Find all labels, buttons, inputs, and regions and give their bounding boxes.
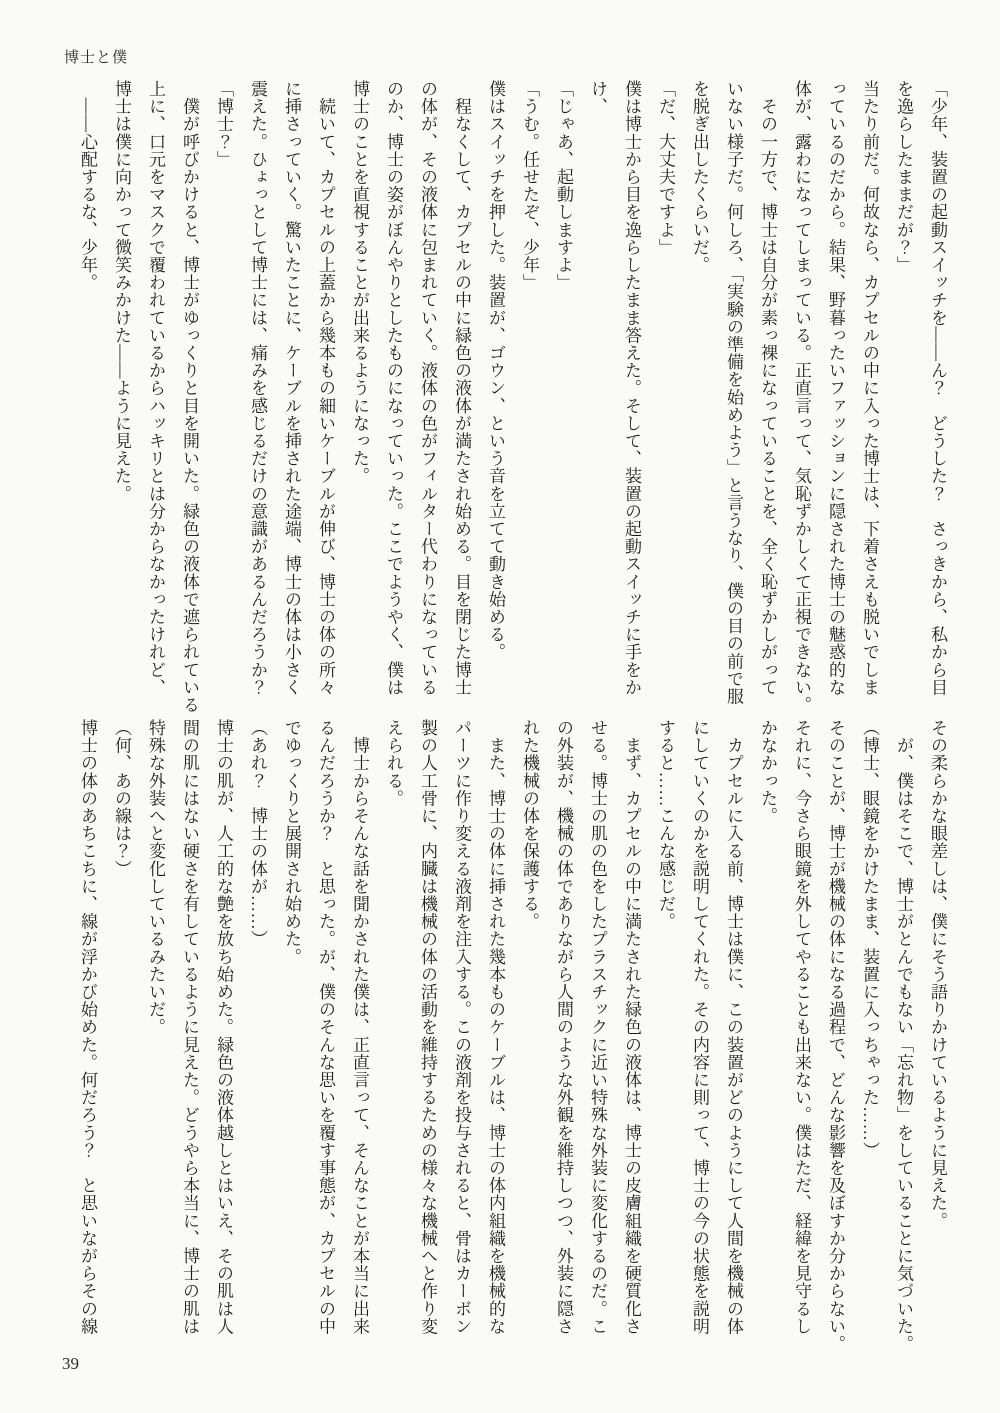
text-line: 震えた。ひょっとして博士には、痛みを感じるだけの意識があるんだろうか？ bbox=[248, 80, 267, 696]
text-line: を脱ぎ出したくらいだ。 bbox=[690, 80, 709, 274]
text-line: 博士からそんな話を聞かされた僕は、正直言って、そんなことが本当に出来 bbox=[350, 719, 369, 1335]
text-line: いない様子だ。何しろ、「実験の準備を始めよう」と言うなり、僕の目の前で服 bbox=[724, 80, 743, 706]
text-line: （あれ？ 博士の体が……） bbox=[248, 719, 267, 948]
text-line: 当たり前だ。何故なら、カプセルの中に入った博士は、下着さえも脱いでしま bbox=[860, 80, 879, 696]
text-block-top bbox=[70, 80, 954, 714]
text-line: せる。博士の肌の色をしたプラスチックに近い特殊な外装に変化するのだ。こ bbox=[588, 719, 607, 1335]
text-line: 「だ、大丈夫ですよ」 bbox=[656, 80, 675, 256]
text-line: の体が、その液体に包まれていく。液体の色がフィルター代わりになっている bbox=[418, 80, 437, 696]
text-line: 「少年、装置の起動スイッチを――ん？ どうした？ さっきから、私から目 bbox=[928, 80, 947, 696]
text-line: 「うむ。任せたぞ、少年」 bbox=[520, 80, 539, 292]
text-line: 僕は博士から目を逸らしたまま答えた。そして、装置の起動スイッチに手をか bbox=[622, 80, 641, 696]
text-line: にしていくのかを説明してくれた。その内容に則って、博士の今の状態を説明 bbox=[690, 719, 709, 1335]
text-line: 僕が呼びかけると、博士がゆっくりと目を開いた。緑色の液体で遮られている bbox=[180, 80, 199, 714]
text-line: 続いて、カプセルの上蓋から幾本もの細いケーブルが伸び、博士の体の所々 bbox=[316, 80, 335, 696]
text-line: 特殊な外装へと変化しているみたいだ。 bbox=[146, 719, 165, 1036]
text-line: が、僕はそこで、博士がとんでもない「忘れ物」をしていることに気づいた。 bbox=[894, 719, 913, 1353]
text-line: また、博士の体に挿された幾本ものケーブルは、博士の体内組織を機械的な bbox=[486, 719, 505, 1335]
text-line: それに、今さら眼鏡を外してやることも出来ない。僕はただ、経緯を見守るし bbox=[792, 719, 811, 1335]
page-number: 39 bbox=[62, 1354, 79, 1373]
text-line: れた機械の体を保護する。 bbox=[520, 719, 539, 931]
text-line: を逸らしたままだが？」 bbox=[894, 80, 913, 274]
text-block-bottom bbox=[70, 719, 954, 1353]
text-line: 僕はスイッチを押した。装置が、ゴウン、という音を立てて動き始める。 bbox=[486, 80, 505, 661]
text-line: かなかった。 bbox=[758, 719, 777, 825]
text-line: に挿さっていく。驚いたことに、ケーブルを挿された途端、博士の体は小さく bbox=[282, 80, 301, 696]
text-line: その柔らかな眼差しは、僕にそう語りかけているように見えた。 bbox=[928, 719, 947, 1230]
text-line: 間の肌にはない硬さを有しているように見えた。どうやら本当に、博士の肌は bbox=[180, 719, 199, 1335]
text-line: 程なくして、カプセルの中に緑色の液体が満たされ始める。目を閉じた博士 bbox=[452, 80, 471, 696]
text-line: 博士は僕に向かって微笑みかけた――ように見えた。 bbox=[112, 80, 131, 503]
text-line: け、 bbox=[588, 80, 607, 116]
text-line: えられる。 bbox=[384, 719, 403, 807]
text-line: るんだろうか？ と思った。が、僕のそんな思いを覆す事態が、カプセルの中 bbox=[316, 719, 335, 1335]
text-line: 上に、口元をマスクで覆われているからハッキリとは分からなかったけれど、 bbox=[146, 80, 165, 696]
text-line: のか、博士の姿がぼんやりとしたものになっていった。ここでようやく、僕は bbox=[384, 80, 403, 696]
text-line: 「じゃあ、起動しますよ」 bbox=[554, 80, 573, 292]
text-line: そのことが、博士が機械の体になる過程で、どんな影響を及ぼすか分からない。 bbox=[826, 719, 845, 1353]
text-line: でゆっくりと展開され始めた。 bbox=[282, 719, 301, 966]
text-line: カプセルに入る前、博士は僕に、この装置がどのようにして人間を機械の体 bbox=[724, 719, 743, 1335]
text-line: の外装が、機械の体でありながら人間のような外観を維持しつつ、外装に隠さ bbox=[554, 719, 573, 1335]
text-line: ――心配するな、少年。 bbox=[78, 80, 97, 292]
text-line: 製の人工骨に、内臓は機械の体の活動を維持するための様々な機械へと作り変 bbox=[418, 719, 437, 1335]
text-line: 博士の肌が、人工的な艶を放ち始めた。緑色の液体越しとはいえ、その肌は人 bbox=[214, 719, 233, 1335]
running-header-title: 博士と僕 bbox=[64, 50, 129, 66]
text-line: パーツに作り変える液剤を注入する。この液剤を投与されると、骨はカーボン bbox=[452, 719, 471, 1335]
text-line: 「博士？」 bbox=[214, 80, 233, 168]
text-line: その一方で、博士は自分が素っ裸になっていることを、全く恥ずかしがって bbox=[758, 80, 777, 696]
text-line: 博士の体のあちこちに、線が浮かび始めた。何だろう？ と思いながらその線 bbox=[78, 719, 97, 1335]
text-line: 体が、露わになってしまっている。正直言って、気恥ずかしくて正視できない。 bbox=[792, 80, 811, 714]
text-line: （何、あの線は？） bbox=[112, 719, 131, 878]
text-line: （博士、眼鏡をかけたまま、装置に入っちゃった……） bbox=[860, 719, 879, 1159]
text-line: まず、カプセルの中に満たされた緑色の液体は、博士の皮膚組織を硬質化さ bbox=[622, 719, 641, 1335]
text-line: っているのだから。結果、野暮ったいファッションに隠された博士の魅惑的な bbox=[826, 80, 845, 696]
text-line: 博士のことを直視することが出来るようになった。 bbox=[350, 80, 369, 485]
text-line: すると……こんな感じだ。 bbox=[656, 719, 675, 931]
